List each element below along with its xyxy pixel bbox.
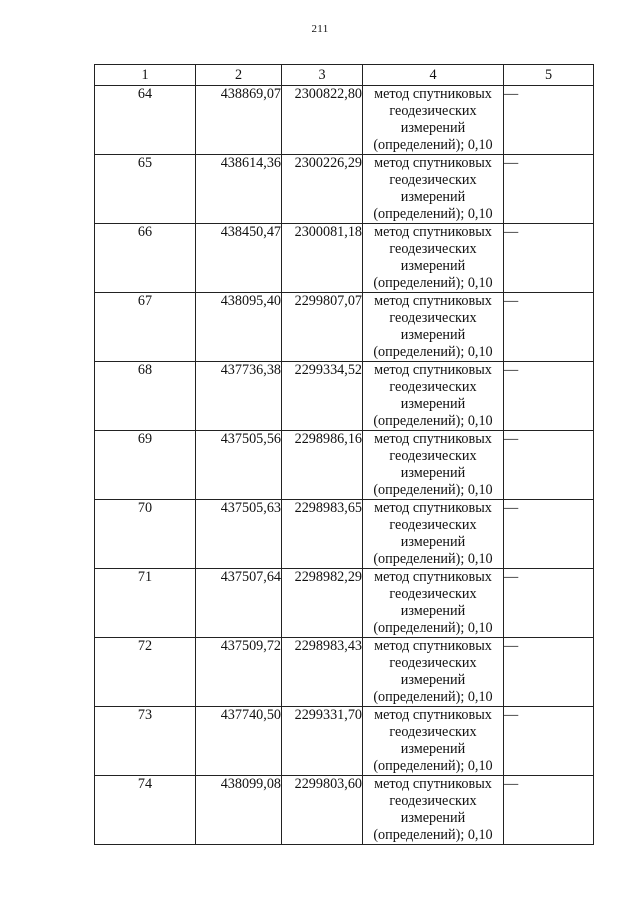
method-line: метод спутниковых: [374, 431, 492, 447]
dash-mark: —: [504, 86, 519, 102]
method-line: (определений); 0,10: [373, 620, 493, 636]
point-number-cell: 73: [95, 707, 196, 776]
method-line: измерений: [400, 810, 466, 826]
table-row: [95, 707, 594, 776]
note-cell: [504, 569, 594, 638]
method-cell: [363, 500, 504, 569]
method-line: метод спутниковых: [374, 776, 492, 792]
method-cell: [363, 707, 504, 776]
table-row: [95, 86, 594, 155]
method-cell: [363, 638, 504, 707]
table-row: [95, 431, 594, 500]
note-cell: [504, 431, 594, 500]
method-line: геодезических: [389, 793, 477, 809]
method-line: метод спутниковых: [374, 155, 492, 171]
method-cell: [363, 293, 504, 362]
method-line: измерений: [400, 741, 466, 757]
method-line: измерений: [400, 603, 466, 619]
dash-mark: —: [504, 362, 519, 378]
method-line: (определений); 0,10: [373, 827, 493, 843]
x-coordinate-cell: 438614,36: [196, 155, 282, 224]
x-coordinate-cell: 438869,07: [196, 86, 282, 155]
method-line: измерений: [400, 120, 466, 136]
note-cell: [504, 224, 594, 293]
method-cell: [363, 431, 504, 500]
x-coordinate-cell: 437736,38: [196, 362, 282, 431]
note-cell: [504, 362, 594, 431]
note-cell: [504, 500, 594, 569]
dash-mark: —: [504, 500, 519, 516]
point-number-cell: 74: [95, 776, 196, 845]
method-line: (определений); 0,10: [373, 206, 493, 222]
method-line: измерений: [400, 189, 466, 205]
y-coordinate-cell: 2299331,70: [282, 707, 363, 776]
dash-mark: —: [504, 776, 519, 792]
column-header-2: 2: [196, 65, 282, 86]
method-line: геодезических: [389, 586, 477, 602]
dash-mark: —: [504, 293, 519, 309]
dash-mark: —: [504, 155, 519, 171]
point-number-cell: 72: [95, 638, 196, 707]
table-row: [95, 224, 594, 293]
y-coordinate-cell: 2298983,43: [282, 638, 363, 707]
method-line: (определений); 0,10: [373, 551, 493, 567]
method-line: измерений: [400, 465, 466, 481]
method-line: геодезических: [389, 310, 477, 326]
point-number-cell: 65: [95, 155, 196, 224]
y-coordinate-cell: 2300226,29: [282, 155, 363, 224]
x-coordinate-cell: 437740,50: [196, 707, 282, 776]
table-row: [95, 362, 594, 431]
note-cell: [504, 293, 594, 362]
table-header-row: [95, 65, 594, 86]
method-line: метод спутниковых: [374, 224, 492, 240]
table-row: [95, 776, 594, 845]
dash-mark: —: [504, 569, 519, 585]
dash-mark: —: [504, 638, 519, 654]
y-coordinate-cell: 2300081,18: [282, 224, 363, 293]
method-cell: [363, 155, 504, 224]
coordinates-table: [94, 64, 594, 845]
x-coordinate-cell: 438450,47: [196, 224, 282, 293]
method-line: метод спутниковых: [374, 293, 492, 309]
column-header-4: 4: [363, 65, 504, 86]
method-line: геодезических: [389, 172, 477, 188]
x-coordinate-cell: 437505,56: [196, 431, 282, 500]
x-coordinate-cell: 437505,63: [196, 500, 282, 569]
dash-mark: —: [504, 707, 519, 723]
point-number-cell: 68: [95, 362, 196, 431]
column-header-5: 5: [504, 65, 594, 86]
point-number-cell: 70: [95, 500, 196, 569]
method-cell: [363, 569, 504, 638]
method-line: измерений: [400, 396, 466, 412]
point-number-cell: 71: [95, 569, 196, 638]
y-coordinate-cell: 2298982,29: [282, 569, 363, 638]
table-row: [95, 638, 594, 707]
method-line: геодезических: [389, 379, 477, 395]
column-header-3: 3: [282, 65, 363, 86]
point-number-cell: 64: [95, 86, 196, 155]
method-line: (определений); 0,10: [373, 413, 493, 429]
method-line: измерений: [400, 327, 466, 343]
method-line: (определений); 0,10: [373, 482, 493, 498]
method-line: метод спутниковых: [374, 362, 492, 378]
table-body: [95, 86, 594, 845]
method-line: геодезических: [389, 517, 477, 533]
note-cell: [504, 638, 594, 707]
method-line: метод спутниковых: [374, 500, 492, 516]
dash-mark: —: [504, 224, 519, 240]
table-row: [95, 500, 594, 569]
method-line: метод спутниковых: [374, 569, 492, 585]
y-coordinate-cell: 2299807,07: [282, 293, 363, 362]
x-coordinate-cell: 437509,72: [196, 638, 282, 707]
x-coordinate-cell: 438099,08: [196, 776, 282, 845]
column-header-1: 1: [95, 65, 196, 86]
point-number-cell: 67: [95, 293, 196, 362]
y-coordinate-cell: 2299334,52: [282, 362, 363, 431]
method-line: (определений); 0,10: [373, 689, 493, 705]
method-line: геодезических: [389, 241, 477, 257]
point-number-cell: 66: [95, 224, 196, 293]
method-cell: [363, 776, 504, 845]
table-row: [95, 155, 594, 224]
y-coordinate-cell: 2298986,16: [282, 431, 363, 500]
note-cell: [504, 707, 594, 776]
table-row: [95, 569, 594, 638]
method-line: измерений: [400, 534, 466, 550]
method-line: геодезических: [389, 724, 477, 740]
method-cell: [363, 362, 504, 431]
method-line: (определений); 0,10: [373, 344, 493, 360]
point-number-cell: 69: [95, 431, 196, 500]
method-line: геодезических: [389, 103, 477, 119]
dash-mark: —: [504, 431, 519, 447]
note-cell: [504, 776, 594, 845]
method-line: (определений); 0,10: [373, 758, 493, 774]
method-line: (определений); 0,10: [373, 137, 493, 153]
method-line: геодезических: [389, 448, 477, 464]
page-number: 211: [311, 23, 329, 35]
method-line: метод спутниковых: [374, 86, 492, 102]
note-cell: [504, 155, 594, 224]
table-row: [95, 293, 594, 362]
y-coordinate-cell: 2298983,65: [282, 500, 363, 569]
method-line: (определений); 0,10: [373, 275, 493, 291]
x-coordinate-cell: 438095,40: [196, 293, 282, 362]
method-line: измерений: [400, 672, 466, 688]
note-cell: [504, 86, 594, 155]
method-cell: [363, 224, 504, 293]
method-cell: [363, 86, 504, 155]
method-line: геодезических: [389, 655, 477, 671]
y-coordinate-cell: 2299803,60: [282, 776, 363, 845]
y-coordinate-cell: 2300822,80: [282, 86, 363, 155]
method-line: измерений: [400, 258, 466, 274]
method-line: метод спутниковых: [374, 707, 492, 723]
x-coordinate-cell: 437507,64: [196, 569, 282, 638]
method-line: метод спутниковых: [374, 638, 492, 654]
